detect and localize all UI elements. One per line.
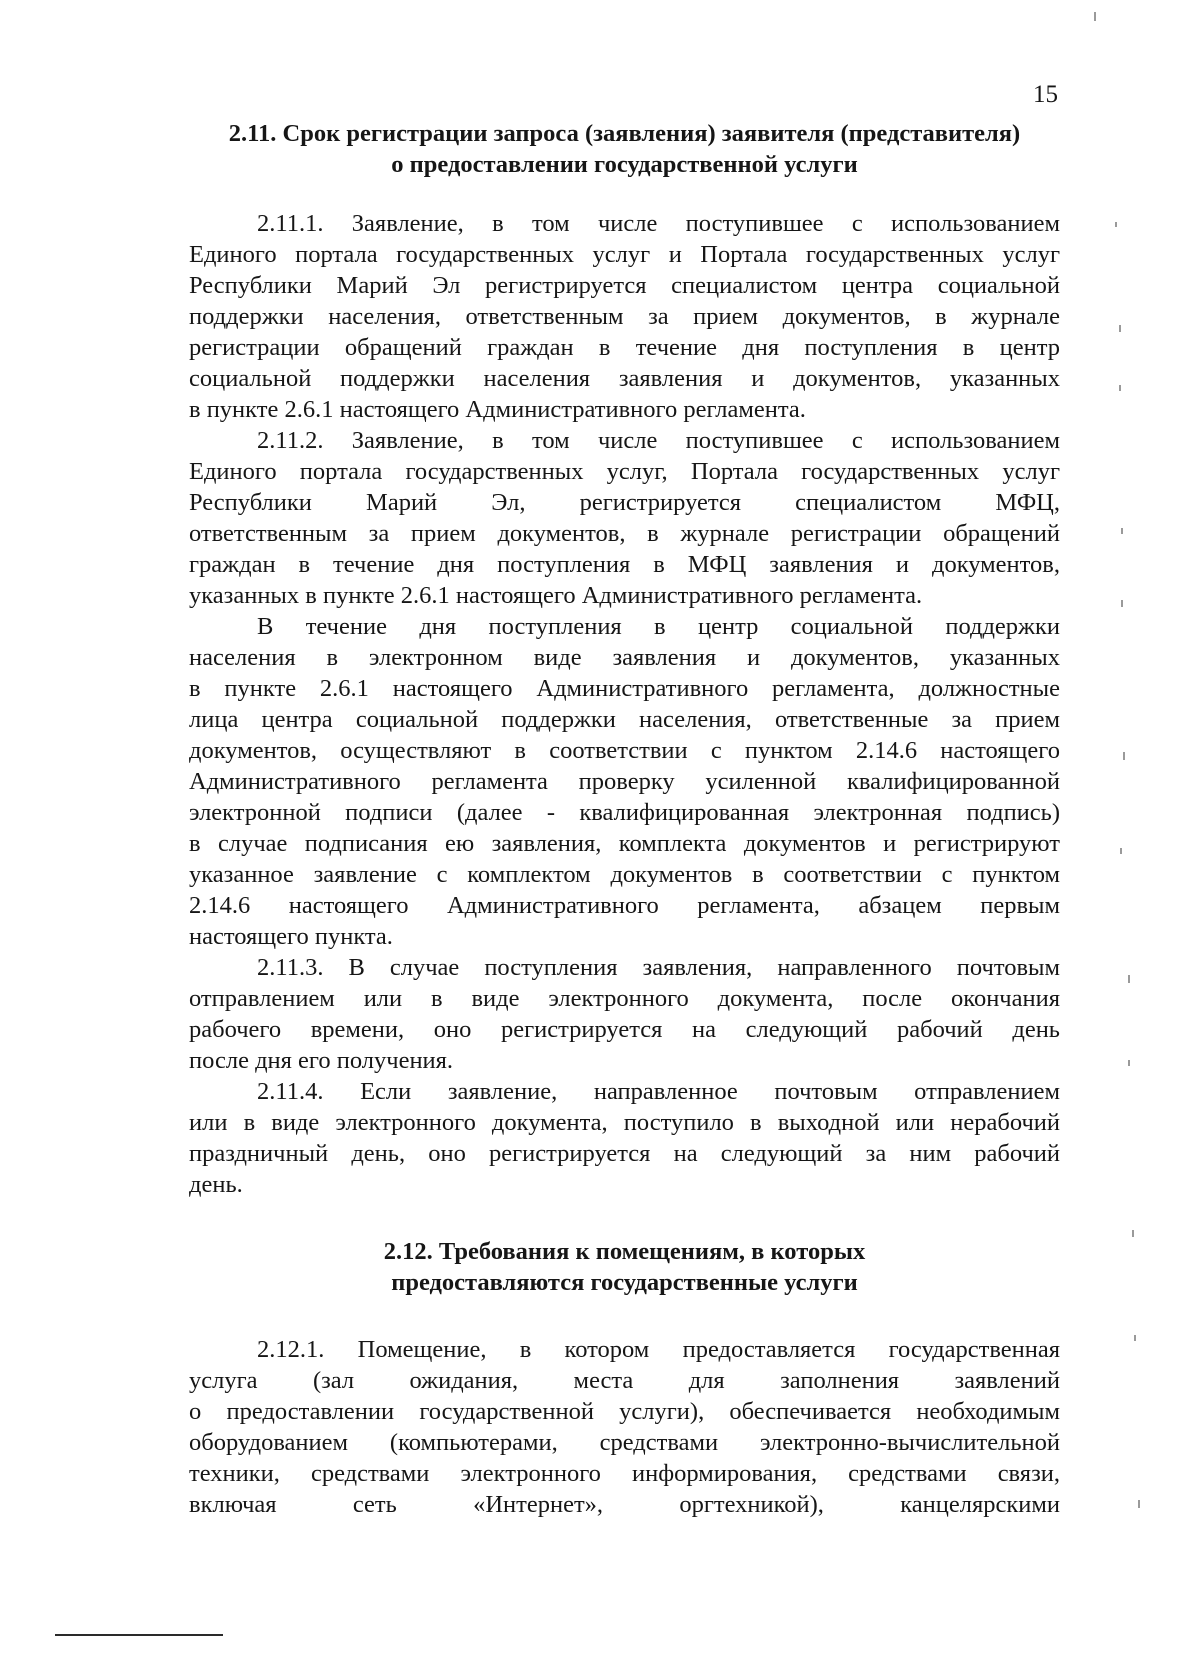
text-line: социальной поддержки населения заявления и документов, указанных	[189, 365, 1060, 392]
text-line: день.	[189, 1171, 243, 1198]
scan-speck	[1123, 752, 1125, 760]
text-line: населения в электронном виде заявления и документов, указанных	[189, 644, 1060, 671]
paragraph-2-12-1	[189, 1334, 1060, 1520]
text-line: граждан в течение дня поступления в МФЦ заявления и документов,	[189, 551, 1060, 578]
scan-speck	[1128, 1060, 1130, 1066]
text-line: Единого портала государственных услуг и Портала государственных услуг	[189, 241, 1060, 268]
text-line: услуга (зал ожидания, места для заполнения заявлений	[189, 1367, 1060, 1394]
text-line: лица центра социальной поддержки населения, ответственные за прием	[189, 706, 1060, 733]
text-line: отправлением или в виде электронного документа, после окончания	[189, 985, 1060, 1012]
heading-line: о предоставлении государственной услуги	[391, 151, 858, 178]
text-line: 2.11.1. Заявление, в том числе поступившее с использованием	[257, 210, 1060, 237]
text-line: в пункте 2.6.1 настоящего Административного регламента, должностные	[189, 675, 1060, 702]
text-line: В течение дня поступления в центр социальной поддержки	[257, 613, 1060, 640]
text-line: 2.11.4. Если заявление, направленное почтовым отправлением	[257, 1078, 1060, 1105]
text-line: Республики Марий Эл регистрируется специалистом центра социальной	[189, 272, 1060, 299]
section-heading-2-12	[189, 1236, 1060, 1298]
text-line: о предоставлении государственной услуги), обеспечивается необходимым	[189, 1398, 1060, 1425]
text-line: включая сеть «Интернет», оргтехникой), канцелярскими	[189, 1491, 1060, 1518]
scan-speck	[1119, 325, 1121, 332]
text-line: в случае подписания ею заявления, комплекта документов и регистрируют	[189, 830, 1060, 857]
text-line: рабочего времени, оно регистрируется на следующий рабочий день	[189, 1016, 1060, 1043]
scan-speck	[1121, 528, 1123, 534]
scan-speck	[1115, 222, 1117, 227]
scan-speck	[1094, 12, 1096, 21]
text-line: 2.11.2. Заявление, в том числе поступившее с использованием	[257, 427, 1060, 454]
heading-line: предоставляются государственные услуги	[391, 1269, 858, 1296]
text-line: праздничный день, оно регистрируется на следующий за ним рабочий	[189, 1140, 1060, 1167]
text-line: оборудованием (компьютерами, средствами электронно-вычислительной	[189, 1429, 1060, 1456]
heading-line: 2.12. Требования к помещениям, в которых	[383, 1238, 866, 1265]
scan-speck	[1134, 1335, 1136, 1341]
text-line: после дня его получения.	[189, 1047, 454, 1074]
paragraph-2-11-4	[189, 1076, 1060, 1200]
text-line: документов, осуществляют в соответствии с пунктом 2.14.6 настоящего	[189, 737, 1060, 764]
text-line: в пункте 2.6.1 настоящего Административного регламента.	[189, 396, 806, 423]
text-line: поддержки населения, ответственным за прием документов, в журнале	[189, 303, 1060, 330]
scan-speck	[1119, 385, 1121, 391]
scan-speck	[1138, 1500, 1140, 1508]
page-number: 15	[1033, 81, 1058, 108]
text-line: Административного регламента проверку усиленной квалифицированной	[189, 768, 1060, 795]
text-line: Единого портала государственных услуг, Портала государственных услуг	[189, 458, 1060, 485]
text-line: электронной подписи (далее - квалифицированная электронная подпись)	[189, 799, 1060, 826]
text-line: настоящего пункта.	[189, 923, 393, 950]
paragraph-2-11-2	[189, 425, 1060, 611]
paragraph-2-11-1	[189, 208, 1060, 425]
paragraph-electronic-submission	[189, 611, 1060, 952]
text-line: или в виде электронного документа, поступило в выходной или нерабочий	[189, 1109, 1060, 1136]
scan-speck	[1120, 848, 1122, 854]
text-line: указанное заявление с комплектом документов в соответствии с пунктом	[189, 861, 1060, 888]
heading-line: 2.11. Срок регистрации запроса (заявления) заявителя (представителя)	[228, 120, 1021, 147]
text-line: указанных в пункте 2.6.1 настоящего Административного регламента.	[189, 582, 923, 609]
document-body	[189, 118, 1060, 1520]
scan-speck	[1121, 600, 1123, 607]
text-line: техники, средствами электронного информирования, средствами связи,	[189, 1460, 1060, 1487]
scan-speck	[1128, 975, 1130, 983]
text-line: Республики Марий Эл, регистрируется специалистом МФЦ,	[189, 489, 1060, 516]
text-line: ответственным за прием документов, в журнале регистрации обращений	[189, 520, 1060, 547]
text-line: 2.14.6 настоящего Административного регламента, абзацем первым	[189, 892, 1060, 919]
footnote-separator	[55, 1634, 223, 1636]
text-line: 2.11.3. В случае поступления заявления, направленного почтовым	[257, 954, 1060, 981]
paragraph-2-11-3	[189, 952, 1060, 1076]
section-heading-2-11	[189, 118, 1060, 180]
text-line: 2.12.1. Помещение, в котором предоставляется государственная	[257, 1336, 1060, 1363]
scan-speck	[1132, 1230, 1134, 1237]
text-line: регистрации обращений граждан в течение дня поступления в центр	[189, 334, 1060, 361]
